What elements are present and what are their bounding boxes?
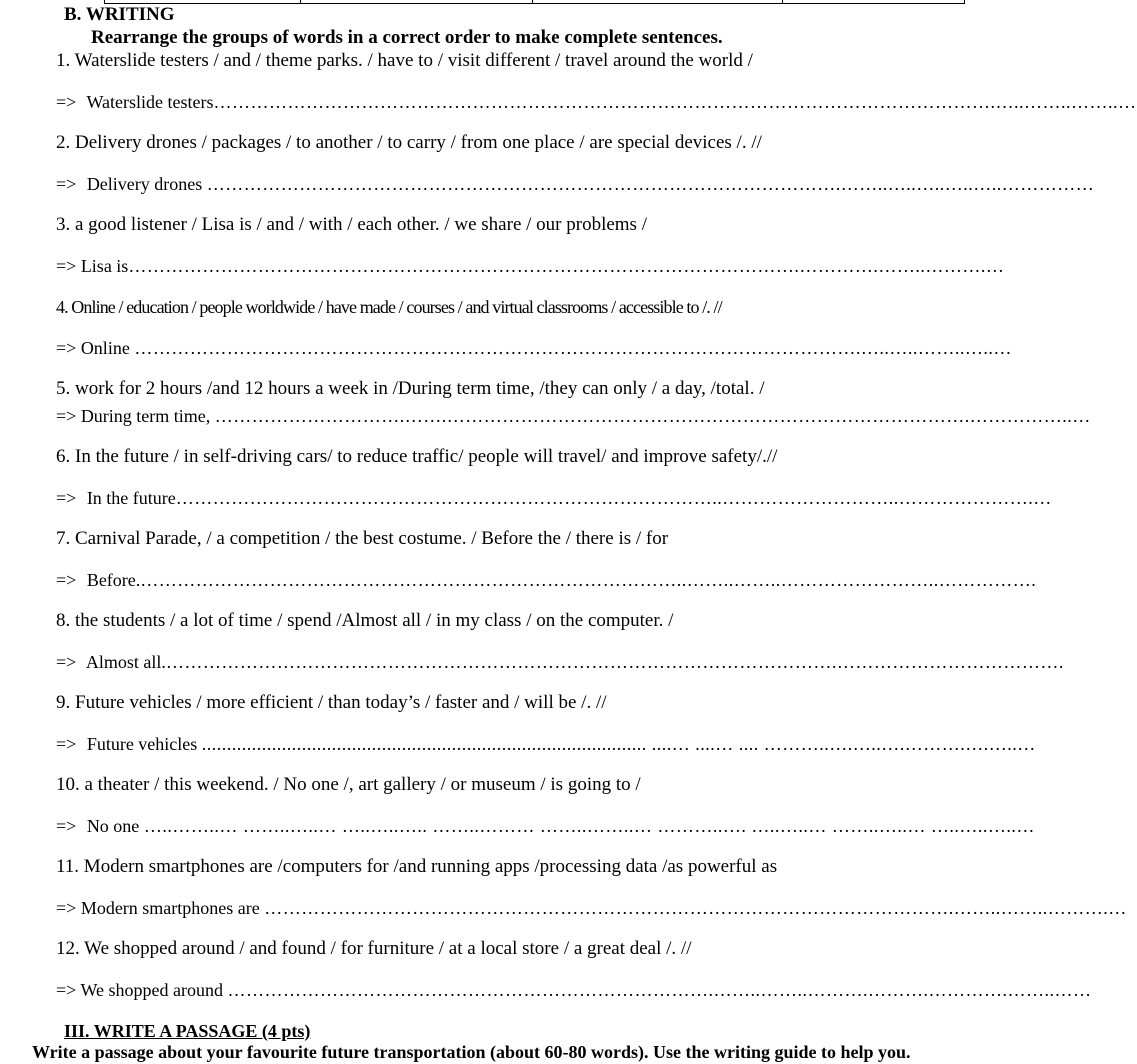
arrow-marker: => — [56, 338, 77, 358]
arrow-marker: => — [56, 734, 77, 754]
answer-line[interactable] — [56, 336, 1032, 360]
arrow-marker: => — [56, 980, 77, 1000]
section-instruction: Rearrange the groups of words in a correct order to make complete sentences. — [91, 27, 723, 48]
answer-starter: Modern smartphones are — [80, 898, 260, 918]
answer-line[interactable] — [56, 978, 1092, 1002]
arrow-marker: => — [56, 256, 77, 276]
answer-line[interactable] — [56, 732, 1036, 756]
answer-starter: Delivery drones — [86, 174, 203, 194]
answer-starter: In the future — [86, 488, 176, 508]
answer-starter: Almost all. — [85, 652, 166, 672]
answer-dots: …………………………………………………………………….……..……..……….……….………….……..…… — [227, 980, 1092, 1000]
answer-dots: ……………………………………………………………………………………………………………….…..……..……..… — [213, 92, 1137, 112]
arrow-marker: => — [56, 174, 77, 194]
exercise-prompt: 8. the students / a lot of time / spend /Almost all / in my class / on the computer. / — [56, 610, 674, 631]
answer-dots: ………………………………………………………………………………………………….……..……..……….… — [264, 898, 1127, 918]
arrow-marker: => — [56, 406, 77, 426]
answer-line[interactable] — [56, 568, 1037, 592]
answer-starter: Before. — [86, 570, 141, 590]
answer-starter: We shopped around — [80, 980, 224, 1000]
answer-dots: ……………………………………………………………………………..………………………..………………….… — [175, 488, 1052, 508]
exercise-prompt: 9. Future vehicles / more efficient / than today’s / faster and / will be /. // — [56, 692, 607, 713]
exercise-prompt: 10. a theater / this weekend. / No one /, art gallery / or museum / is going to / — [56, 774, 641, 795]
table-column-divider — [300, 0, 301, 4]
exercise-prompt: 7. Carnival Parade, / a competition / the best costume. / Before the / there is / for — [56, 528, 669, 549]
passage-section-title: III. WRITE A PASSAGE (4 pts) — [64, 1021, 311, 1041]
passage-instruction: Write a passage about your favourite future transportation (about 60-80 words). Use the writing guide to help you. — [32, 1042, 911, 1062]
exercise-prompt: 12. We shopped around / and found / for furniture / at a local store / a great deal /. // — [56, 938, 692, 959]
section-title: B. WRITING — [64, 4, 175, 25]
answer-line[interactable] — [56, 90, 1137, 114]
answer-dots: ……………………………………………………………………………………………………….…..…..……..…..… — [134, 338, 1012, 358]
answer-starter: Waterslide testers — [86, 92, 214, 112]
exercise-prompt: 11. Modern smartphones are /computers for /and running apps /processing data /as powerful as — [56, 856, 778, 877]
answer-dots: ………………………………………………………………………………………….……..…..…..…..…..…………… — [206, 174, 1095, 194]
answer-line[interactable] — [56, 404, 1091, 428]
answer-starter: Online — [80, 338, 130, 358]
exercise-prompt: 4. Online / education / people worldwide / have made / courses / and virtual classrooms / accessible to /. // — [56, 297, 722, 317]
arrow-marker: => — [56, 92, 77, 112]
answer-line[interactable] — [56, 814, 1035, 838]
arrow-marker: => — [56, 570, 77, 590]
arrow-marker: => — [56, 652, 77, 672]
answer-line[interactable] — [56, 650, 1064, 674]
exercise-prompt: 1. Waterslide testers / and / theme parks. / have to / visit different / travel around the world / — [56, 50, 753, 71]
answer-line[interactable] — [56, 254, 1032, 278]
answer-dots: ……………………………………………………………………………………………….………………………………. — [165, 652, 1064, 672]
answer-starter: Lisa is — [80, 256, 129, 276]
answer-starter: During term time, — [80, 406, 211, 426]
exercise-prompt: 2. Delivery drones / packages / to another / to carry / from one place / are special devices /. // — [56, 132, 762, 153]
answer-dots: ......................................................................................... ....… ....… .... ………..….…..….……….….…..… — [201, 734, 1036, 754]
answer-starter: No one — [86, 816, 140, 836]
arrow-marker: => — [56, 488, 77, 508]
arrow-marker: => — [56, 898, 77, 918]
answer-dots: ……………………………………………………………………………………………….………….……..……….… — [128, 256, 1005, 276]
table-column-divider — [782, 0, 783, 4]
answer-line[interactable] — [56, 486, 1052, 510]
exercise-prompt: 6. In the future / in self-driving cars/ to reduce traffic/ people will travel/ and improve safety/.// — [56, 446, 778, 467]
exercise-prompt: 5. work for 2 hours /and 12 hours a week in /During term time, /they can only / a day, /total. / — [56, 378, 765, 399]
answer-line[interactable] — [56, 896, 1127, 920]
table-bottom-edge — [104, 0, 965, 4]
answer-line[interactable] — [56, 172, 1095, 196]
table-column-divider — [532, 0, 533, 4]
answer-dots: ………………………….…….………………………………………………………………………….……………..… — [214, 406, 1091, 426]
answer-dots: ……………………………………………………………………………..……..……..……………………..……………. — [140, 570, 1037, 590]
answer-starter: Future vehicles — [86, 734, 198, 754]
answer-dots: …..……..… ……..…..… …..…..….. ……..……… ……..……..… ………..…. …..…..… ……..…..… …..…..…..… — [143, 816, 1035, 836]
arrow-marker: => — [56, 816, 77, 836]
exercise-prompt: 3. a good listener / Lisa is / and / with / each other. / we share / our problems / — [56, 214, 647, 235]
